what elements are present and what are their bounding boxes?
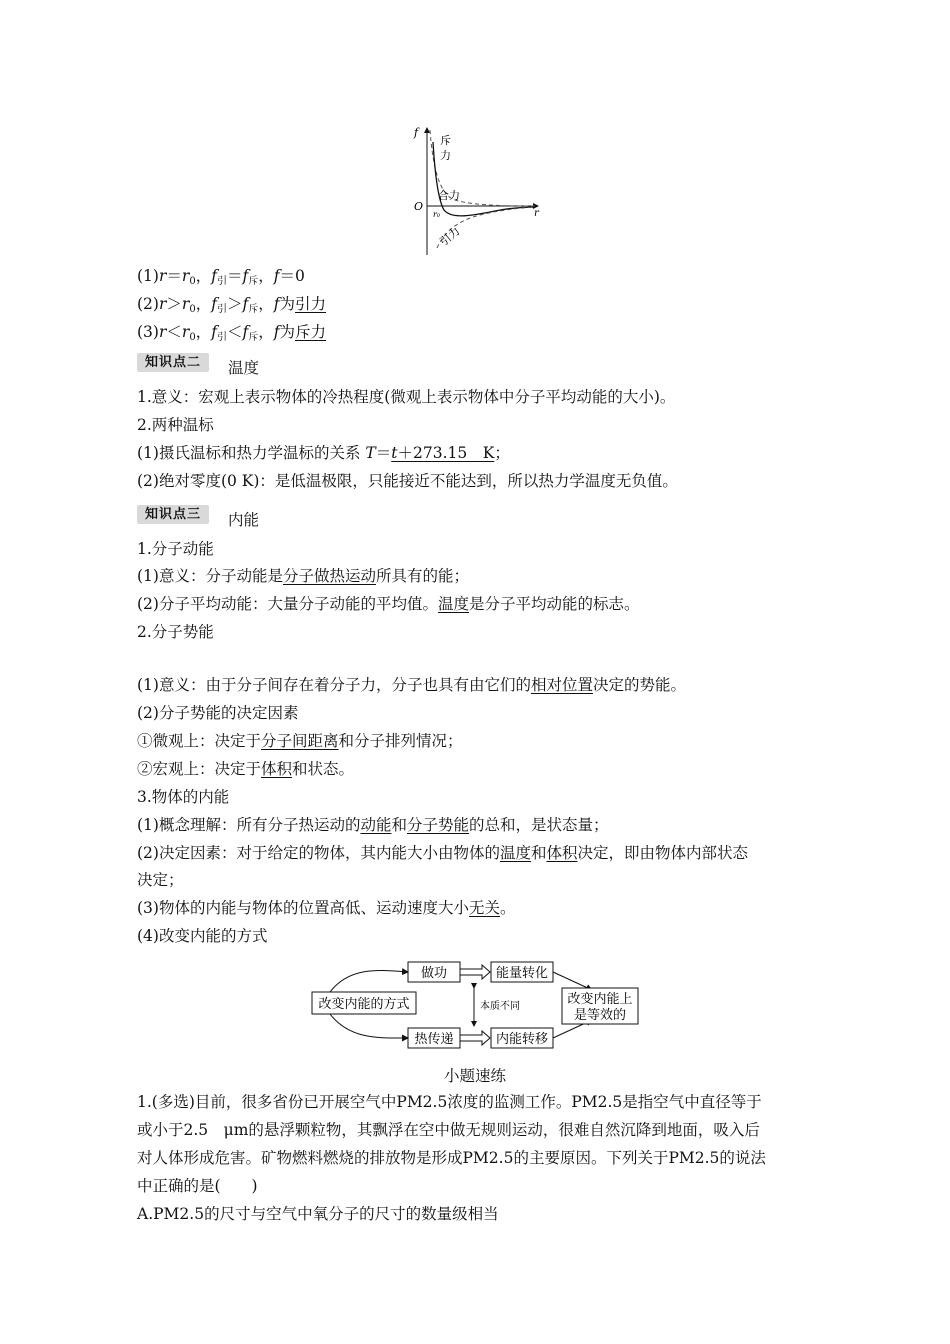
text-line: (1)概念理解：所有分子热运动的动能和分子势能的总和，是状态量； [137, 816, 609, 834]
text-line: 2.两种温标 [137, 416, 214, 434]
axis-y-label: f [414, 126, 419, 139]
attraction-label: 引力 [437, 224, 463, 249]
question-text: 中正确的是( ) [137, 1177, 258, 1195]
temperature-relation: (1)摄氏温标和热力学温标的关系 T＝t＋273.15 K； [137, 444, 510, 462]
essence-differs-label: 本质不同 [480, 1001, 520, 1012]
hollow-arrow-bottom [460, 1031, 490, 1045]
repulsion-label-2: 力 [440, 149, 451, 162]
question-text: 或小于2.5 μm的悬浮颗粒物，其飘浮在空中做无规则运动，很难自然沉降到地面，吸入后 [137, 1121, 760, 1139]
text-line: ①微观上：决定于分子间距离和分子排列情况； [137, 732, 463, 750]
text-line: ②宏观上：决定于体积和状态。 [137, 760, 355, 778]
branch-top [330, 971, 408, 992]
question-text: 对人体形成危害。矿物燃料燃烧的排放物是形成PM2.5的主要原因。下列关于PM2.5的说法 [137, 1149, 766, 1167]
option-a: A.PM2.5的尺寸与空气中氧分子的尺寸的数量级相当 [137, 1205, 499, 1223]
text-line: 1.意义：宏观上表示物体的冷热程度(微观上表示物体中分子平均动能的大小)。 [137, 388, 676, 406]
text-line: (2)分子势能的决定因素 [137, 704, 299, 722]
text-line: (2)绝对零度(0 K)：是低温极限，只能接近不能达到，所以热力学温度无负值。 [137, 472, 678, 490]
force-case-2: $(2)r>r_0$，$f_引>f_斥$，f为引力 [137, 295, 327, 315]
axis-x-label: r [534, 208, 539, 219]
section-badge-2: 知识点二 [137, 353, 209, 372]
box-heat-transfer-label: 热传递 [414, 1032, 454, 1047]
origin-label: O [414, 200, 424, 213]
text-line: (2)决定因素：对于给定的物体，其内能大小由物体的温度和体积决定，即由物体内部状态 [137, 844, 749, 862]
text-line: 3.物体的内能 [137, 788, 230, 806]
question-text: 1.(多选)目前，很多省份已开展空气中PM2.5浓度的监测工作。PM2.5是指空气中直径等于 [137, 1093, 762, 1111]
section-title-3: 内能 [228, 511, 260, 529]
section-badge-3: 知识点三 [137, 505, 209, 524]
repulsion-label-1: 斥 [440, 134, 451, 147]
hollow-arrow-top [460, 965, 490, 979]
text-line: (2)分子平均动能：大量分子动能的平均值。温度是分子平均动能的标志。 [137, 595, 640, 613]
box-energy-transfer-label: 内能转移 [495, 1032, 549, 1047]
text-line: (4)改变内能的方式 [137, 927, 268, 945]
text-line: 2.分子势能 [137, 623, 214, 641]
section-title-2: 温度 [228, 359, 260, 377]
r0-label: r₀ [433, 210, 441, 219]
branch-bottom [330, 1014, 408, 1038]
internal-energy-flow-diagram [310, 958, 650, 1052]
force-case-1: $(1)r=r_0$，$f_引=f_斥$，f＝0 [137, 267, 305, 287]
box-work-label: 做功 [420, 966, 448, 981]
force-case-3: $(3)r<r_0$，$f_引<f_斥$，f为斥力 [137, 323, 327, 343]
text-line: (1)意义：由于分子间存在着分子力，分子也具有由它们的相对位置决定的势能。 [137, 676, 686, 694]
box-change-methods-label: 改变内能的方式 [318, 997, 410, 1012]
text-line: (1)意义：分子动能是分子做热运动所具有的能； [137, 567, 469, 585]
text-line: (3)物体的内能与物体的位置高低、运动速度大小无关。 [137, 899, 516, 917]
arrow-to-result-top [553, 972, 592, 990]
text-line: 决定； [137, 871, 184, 889]
box-equivalent-label-2: 是等效的 [573, 1008, 627, 1023]
net-force-label: 合力 [438, 189, 460, 202]
text-line: 1.分子动能 [137, 540, 214, 558]
practice-heading: 小题速练 [443, 1067, 506, 1085]
molecular-force-graph [400, 120, 550, 260]
box-energy-conversion-label: 能量转化 [495, 966, 549, 981]
box-equivalent-label-1: 改变内能上 [567, 992, 633, 1007]
